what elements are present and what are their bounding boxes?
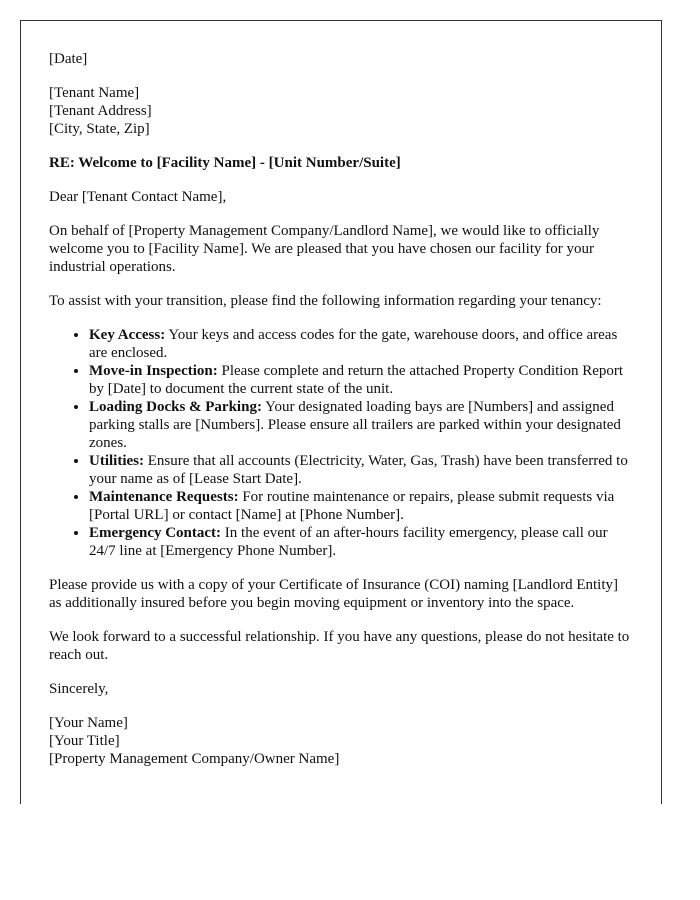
closing-paragraph: We look forward to a successful relationship. If you have any questions, please do not hesitate to reach out. <box>49 629 630 663</box>
signoff: Sincerely, <box>49 681 109 697</box>
assist-paragraph: To assist with your transition, please find the following information regarding your tenancy: <box>49 293 602 309</box>
item-text: Please complete and return the attached Property Condition Report by [Date] to document the current state of the unit. <box>89 363 624 397</box>
letter-date: [Date] <box>49 51 88 67</box>
item-label: Emergency Contact: <box>89 525 222 541</box>
item-text: Your keys and access codes for the gate, warehouse doors, and office areas are enclosed. <box>89 327 618 361</box>
list-item <box>89 398 634 452</box>
info-list <box>49 326 634 560</box>
recipient-address: [Tenant Address] <box>49 103 152 119</box>
item-label: Maintenance Requests: <box>89 489 239 505</box>
subject-line: RE: Welcome to [Facility Name] - [Unit Number/Suite] <box>49 155 401 171</box>
item-text: For routine maintenance or repairs, please submit requests via [Portal URL] or contact [Name] at [Phone Number]. <box>89 489 615 523</box>
list-item <box>89 362 634 398</box>
recipient-block <box>49 84 634 138</box>
letter-page <box>20 20 662 804</box>
list-item <box>89 452 634 488</box>
item-label: Utilities: <box>89 453 144 469</box>
item-label: Move-in Inspection: <box>89 363 218 379</box>
list-item <box>89 326 634 362</box>
recipient-city: [City, State, Zip] <box>49 121 150 137</box>
salutation: Dear [Tenant Contact Name], <box>49 189 227 205</box>
list-item <box>89 524 634 560</box>
signer-company: [Property Management Company/Owner Name] <box>49 751 340 767</box>
intro-paragraph: On behalf of [Property Management Company/Landlord Name], we would like to officially welcome you to [Facility Name]. We are pleased that you have chosen our facility for your industrial operations. <box>49 223 600 275</box>
item-text: Your designated loading bays are [Numbers] and assigned parking stalls are [Numbers]. Please ensure all trailers are parked within your designated zones. <box>89 399 621 451</box>
recipient-name: [Tenant Name] <box>49 85 140 101</box>
insurance-paragraph: Please provide us with a copy of your Certificate of Insurance (COI) naming [Landlord Entity] as additionally insured before you begin moving equipment or inventory into the space. <box>49 577 618 611</box>
item-label: Loading Docks & Parking: <box>89 399 262 415</box>
item-text: In the event of an after-hours facility emergency, please call our 24/7 line at [Emergency Phone Number]. <box>89 525 608 559</box>
signature-block <box>49 714 634 768</box>
signer-name: [Your Name] <box>49 715 128 731</box>
signer-title: [Your Title] <box>49 733 120 749</box>
item-label: Key Access: <box>89 327 166 343</box>
item-text: Ensure that all accounts (Electricity, Water, Gas, Trash) have been transferred to your name as of [Lease Start Date]. <box>89 453 628 487</box>
list-item <box>89 488 634 524</box>
